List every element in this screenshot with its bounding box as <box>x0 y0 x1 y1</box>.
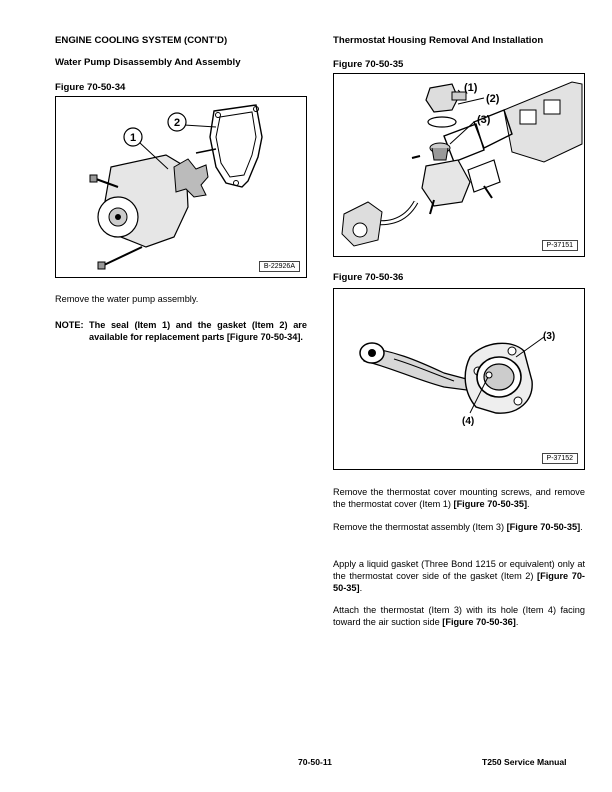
figure-label-70-50-36: Figure 70-50-36 <box>333 272 404 283</box>
section-title: ENGINE COOLING SYSTEM (CONT’D) <box>55 35 228 46</box>
page-number: 70-50-11 <box>298 757 332 767</box>
figure-label-70-50-35: Figure 70-50-35 <box>333 59 404 70</box>
paragraph-end: . <box>527 499 530 510</box>
figure-reference: [Figure 70-50-35] <box>506 522 581 532</box>
water-pump-exploded-illustration <box>56 97 306 277</box>
paragraph-text: Remove the thermostat assembly (Item 3) <box>333 522 507 532</box>
fig35-callout-3: (3) <box>477 114 491 126</box>
paragraph-remove-pump: Remove the water pump assembly. <box>55 294 199 304</box>
note-text: The seal (Item 1) and the gasket (Item 2) are available for replacement parts [Figure 70-50-34]. <box>89 320 307 343</box>
paragraph-apply-gasket <box>333 558 585 595</box>
fig36-callout-3: (3) <box>543 331 556 342</box>
figure-id-b22926a: B-22926A <box>259 261 300 272</box>
fig35-callout-2: (2) <box>486 93 500 105</box>
paragraph-attach-thermostat <box>333 604 585 628</box>
figure-reference: [Figure 70-50-35] <box>333 571 585 594</box>
figure-70-50-35 <box>333 73 585 257</box>
paragraph-text: Attach the thermostat (Item 3) with its hole (Item 4) facing toward the air suction side <box>333 605 585 628</box>
figure-id-p37151: P-37151 <box>542 240 578 251</box>
paragraph-remove-thermostat <box>333 521 585 533</box>
paragraph-end: . <box>359 583 363 594</box>
fig36-callout-4: (4) <box>462 416 475 427</box>
figure-id-p37152: P-37152 <box>542 453 578 464</box>
thermostat-orientation-illustration <box>334 289 584 469</box>
figure-70-50-36 <box>333 288 585 470</box>
figure-reference: [Figure 70-50-35] <box>453 499 528 510</box>
fig35-callout-1: (1) <box>464 82 478 94</box>
note-label: NOTE: <box>55 320 84 330</box>
subtitle-water-pump: Water Pump Disassembly And Assembly <box>55 57 241 68</box>
paragraph-remove-cover <box>333 486 585 510</box>
callout-1: 1 <box>129 132 137 144</box>
paragraph-text: Apply a liquid gasket (Three Bond 1215 or equivalent) only at the thermostat cover side of the gasket (Item 2) <box>333 559 585 582</box>
thermostat-housing-illustration <box>334 74 584 256</box>
figure-reference: [Figure 70-50-36] <box>442 617 516 628</box>
paragraph-end: . <box>580 522 583 532</box>
manual-title: T250 Service Manual <box>482 757 567 767</box>
callout-2: 2 <box>173 117 181 129</box>
section-title-thermostat: Thermostat Housing Removal And Installation <box>333 35 544 46</box>
paragraph-end: . <box>515 617 519 628</box>
figure-70-50-34 <box>55 96 307 278</box>
paragraph-text: Remove the thermostat cover mounting screws, and remove the thermostat cover (Item 1) <box>333 487 585 510</box>
note-block <box>55 319 307 343</box>
figure-label-70-50-34: Figure 70-50-34 <box>55 82 126 93</box>
